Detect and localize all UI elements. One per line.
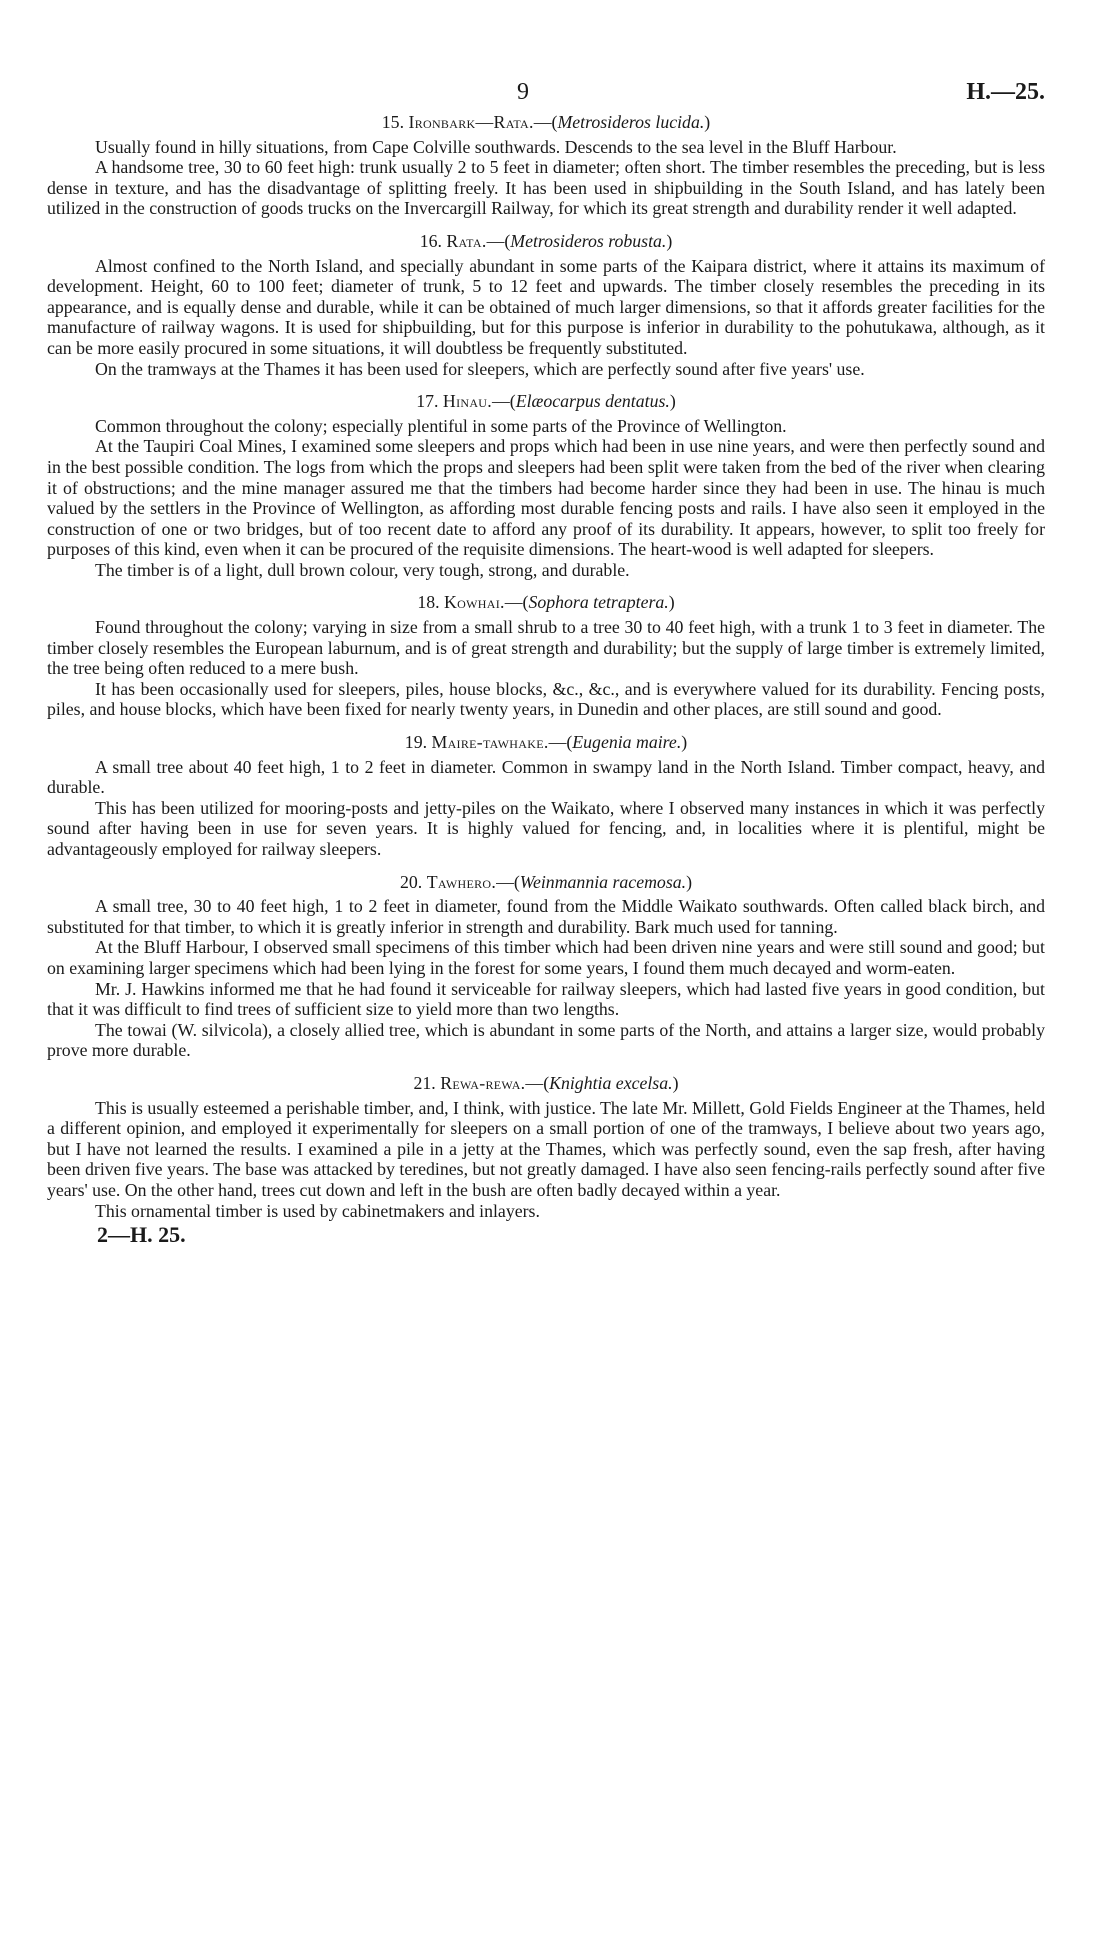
- entry-paragraph: This has been utilized for mooring-posts and jetty-piles on the Waikato, where I observed many instances in which it was perfectly sound after having been in use for seven years. It is highly valued for fencing, and, in localities where it is plentiful, might be advantageously employed for railway sleepers.: [47, 797, 1045, 859]
- entry-paragraph: Almost confined to the North Island, and specially abundant in some parts of the Kaipara district, where it attains its maximum of development. Height, 60 to 100 feet; diameter of trunk, 5 to 12 feet and upwards. The timber closely resembles the preceding in its appearance, and is equally dense and durable, while it can be obtained of much larger dimensions, so that it affords greater facilities for the manufacture of railway wagons. It is used for shipbuilding, but for this purpose is inferior in durability to the pohutukawa, although, as it can be more easily procured in some situations, it will doubtless be frequently substituted.: [47, 255, 1045, 358]
- entry-common-name: Tawhero.: [426, 871, 497, 892]
- entry-scientific-name: Metrosideros lucida.: [557, 112, 705, 132]
- entry-paragraph: It has been occasionally used for sleepers, piles, house blocks, &c., &c., and is everywhere valued for its durability. Fencing posts, piles, and house blocks, which have been fixed for nearly twenty years, in Dunedin and other places, are still sound and good.: [47, 678, 1045, 720]
- entry-paragraph: On the tramways at the Thames it has been used for sleepers, which are perfectly sound after five years' use.: [95, 358, 865, 379]
- entry-number: 19.: [404, 732, 428, 753]
- signature-mark: 2—H. 25.: [97, 1222, 186, 1248]
- entry-common-name: Ironbark—Rata.: [408, 112, 534, 132]
- timber-entry: [47, 732, 1045, 860]
- timber-entry: [47, 592, 1045, 720]
- entry-paragraph: A handsome tree, 30 to 60 feet high: trunk usually 2 to 5 feet in diameter; often short. The timber resembles the preceding, but is less dense in texture, and has the disadvantage of splitting freely. It has been used in shipbuilding in the South Island, and has lately been utilized in the construction of goods trucks on the Invercargill Railway, for which its great strength and durability render it well adapted.: [47, 157, 1045, 219]
- entry-title: 19. Maire-tawhake.—(Eugenia maire.): [404, 732, 688, 753]
- entry-common-name: Kowhai.: [444, 592, 505, 613]
- timber-entry: [47, 872, 1045, 1061]
- entry-title: 18. Kowhai.—(Sophora tetraptera.): [417, 592, 675, 613]
- entry-number: 18.: [417, 592, 440, 613]
- entries-list: [47, 112, 1045, 1221]
- entry-scientific-name: Elæocarpus dentatus.: [515, 391, 670, 412]
- timber-entry: [47, 1073, 1045, 1221]
- document-reference: H.—25.: [966, 79, 1045, 105]
- entry-title: 21. Rewa-rewa.—(Knightia excelsa.): [413, 1072, 679, 1093]
- running-header: [47, 72, 1045, 112]
- entry-common-name: Maire-tawhake.: [431, 732, 549, 753]
- entry-paragraph: A small tree, 30 to 40 feet high, 1 to 2 feet in diameter, found from the Middle Waikato southwards. Often called black birch, and substituted for that timber, to which it is greatly inferior in strength and durability. Bark much used for tanning.: [47, 896, 1045, 937]
- entry-number: 20.: [400, 871, 423, 892]
- entry-number: 21.: [413, 1072, 436, 1093]
- entry-scientific-name: Metrosideros robusta.: [510, 230, 667, 251]
- entry-common-name: Hinau.: [442, 391, 493, 412]
- entry-paragraph: The towai (W. silvicola), a closely allied tree, which is abundant in some parts of the North, and attains a larger size, would probably prove more durable.: [47, 1019, 1045, 1061]
- document-page: [47, 72, 1045, 1246]
- entry-scientific-name: Eugenia maire.: [572, 732, 682, 753]
- entry-common-name: Rata.: [446, 230, 487, 251]
- entry-title: 16. Rata.—(Metrosideros robusta.): [419, 230, 673, 251]
- entry-common-name: Rewa-rewa.: [440, 1072, 526, 1093]
- entry-scientific-name: Knightia excelsa.: [549, 1072, 673, 1093]
- entry-paragraph: Common throughout the colony; especially plentiful in some parts of the Province of Wellington.: [95, 415, 787, 436]
- entry-paragraph: Mr. J. Hawkins informed me that he had found it serviceable for railway sleepers, which had lasted five years in good condition, but that it was difficult to find trees of sufficient size to yield more than two lengths.: [47, 978, 1045, 1020]
- entry-scientific-name: Weinmannia racemosa.: [519, 871, 687, 892]
- entry-title: 17. Hinau.—(Elæocarpus dentatus.): [416, 391, 676, 412]
- timber-entry: [47, 231, 1045, 379]
- entry-paragraph: Usually found in hilly situations, from Cape Colville southwards. Descends to the sea level in the Bluff Harbour.: [95, 136, 897, 157]
- entry-paragraph: At the Taupiri Coal Mines, I examined some sleepers and props which had been in use nine years, and were then perfectly sound and in the best possible condition. The logs from which the props and sleepers had been split were taken from the bed of the river when clearing it of obstructions; and the mine manager assured me that the timbers had become harder since they had been in use. The hinau is much valued by the settlers in the Province of Wellington, as affording most durable fencing posts and rails. I have also seen it employed in the construction of one or two bridges, but of too recent date to afford any proof of its durability. It appears, however, to split too freely for purposes of this kind, even when it can be procured of the requisite dimensions. The heart-wood is well adapted for sleepers.: [47, 436, 1045, 560]
- entry-paragraph: The timber is of a light, dull brown colour, very tough, strong, and durable.: [95, 559, 630, 580]
- entry-paragraph: Found throughout the colony; varying in size from a small shrub to a tree 30 to 40 feet high, with a trunk 1 to 3 feet in diameter. The timber closely resembles the European laburnum, and is of great strength and durability; but the supply of large timber is extremely limited, the tree being often reduced to a mere bush.: [47, 617, 1045, 679]
- entry-title: 15. Ironbark—Rata.—(Metrosideros lucida.): [381, 112, 711, 132]
- entry-paragraph: This ornamental timber is used by cabinetmakers and inlayers.: [95, 1200, 540, 1221]
- timber-entry: [47, 391, 1045, 580]
- entry-number: 15.: [381, 112, 405, 132]
- timber-entry: [47, 112, 1045, 219]
- entry-paragraph: At the Bluff Harbour, I observed small specimens of this timber which had been driven nine years and were still sound and good; but on examining larger specimens which had been lying in the forest for some years, I found them much decayed and worm-eaten.: [47, 937, 1045, 978]
- entry-number: 16.: [419, 230, 442, 251]
- entry-scientific-name: Sophora tetraptera.: [528, 592, 669, 613]
- entry-number: 17.: [416, 391, 439, 412]
- entry-paragraph: A small tree about 40 feet high, 1 to 2 feet in diameter. Common in swampy land in the North Island. Timber compact, heavy, and durable.: [47, 756, 1045, 798]
- entry-paragraph: This is usually esteemed a perishable timber, and, I think, with justice. The late Mr. Millett, Gold Fields Engineer at the Thames, held a different opinion, and employed it experimentally for sleepers on a small portion of one of the tramways, I believe about two years ago, but I have not learned the results. I examined a pile in a jetty at the Thames, which was perfectly sound, even the sap fresh, after having been driven five years. The base was attacked by teredines, but not greatly damaged. I have also seen fencing-rails perfectly sound after five years' use. On the other hand, trees cut down and left in the bush are often badly decayed within a year.: [47, 1097, 1045, 1200]
- entry-title: 20. Tawhero.—(Weinmannia racemosa.): [400, 871, 692, 892]
- page-number: 9: [517, 79, 529, 105]
